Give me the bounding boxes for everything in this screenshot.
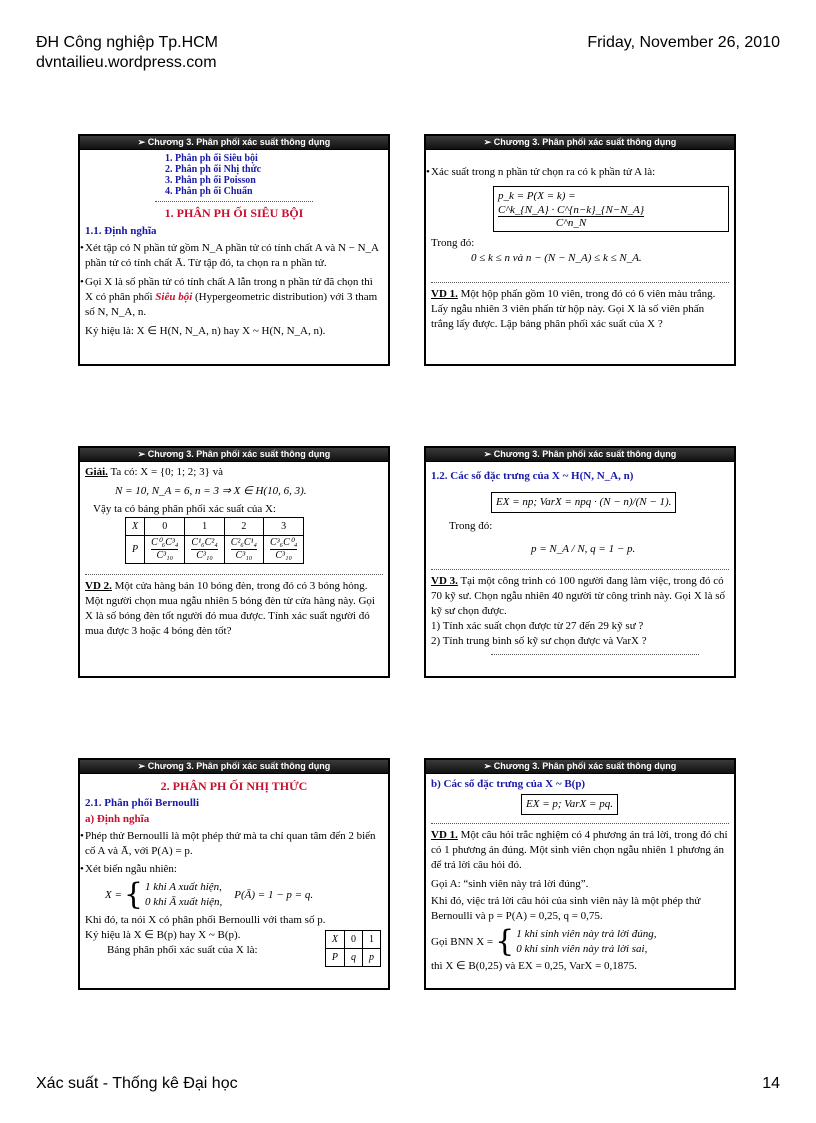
page-date: Friday, November 26, 2010: [587, 34, 780, 51]
chapter-bar: ➢ Chương 3. Phân phối xác suất thông dụng: [426, 448, 734, 462]
paragraph-row: [85, 928, 383, 963]
example-text: Một câu hỏi trắc nghiệm có 4 phương án trả lời, trong đó chỉ có 1 phương án đúng. Một sinh viên chọn ngẫu nhiên 1 phương án để trả lời câu hỏi đó.: [431, 829, 728, 871]
table-num: C¹₆C²₄: [191, 537, 218, 548]
text: (Hypergeometric distribution) với 3 tham số N, N_A, n.: [85, 291, 378, 318]
paragraph: • Phép thử Bernoulli là một phép thử mà ta chỉ quan tâm đến 2 biến cố A và Ā, với P(A) = p.: [85, 829, 383, 859]
footer-subject: Xác suất - Thống kê Đại học: [36, 1075, 238, 1092]
paragraph: Trong đó:: [431, 237, 475, 249]
table-cell: p: [363, 949, 381, 967]
slide-5: [78, 758, 390, 990]
case: 1 khi A xuất hiện,: [145, 881, 222, 893]
paragraph: N = 10, N_A = 6, n = 3 ⇒ X ∈ H(10, 6, 3).: [115, 485, 307, 497]
paragraph: Khi đó, việc trả lời câu hỏi của sinh viên này là một phép thử Bernoulli và p = P(A) = 0,25, q = 0,75.: [431, 895, 701, 922]
toc-item[interactable]: 1. Phân ph ối Siêu bội: [165, 153, 258, 164]
section-title: 2. PHÂN PH ỐI NHỊ THỨC: [160, 779, 308, 793]
example-text: Tại một công trình có 100 người đang làm việc, trong đó có 70 kỹ sư. Chọn ngẫu nhiên 40 người từ công trình này. Gọi X là số kỹ sư chọn được.: [431, 575, 725, 617]
table-header: X: [325, 931, 344, 949]
table-header: P: [325, 949, 344, 967]
question: 1) Tính xác suất chọn được từ 27 đến 29 kỹ sư ?: [431, 620, 644, 632]
paragraph: Trong đó:: [449, 520, 493, 532]
formula: p = N_A / N, q = 1 − p.: [531, 543, 636, 555]
table-cell: 0: [145, 518, 185, 536]
text: Gọi X là số phần tử có tính chất A lẫn trong n phần tử đã chọn thì X có phân phối: [85, 276, 373, 303]
table-cell: 1: [363, 931, 381, 949]
toc: [85, 153, 383, 197]
toc-item[interactable]: 2. Phân ph ối Nhị thức: [165, 164, 262, 175]
example: [431, 287, 729, 332]
table-cell: q: [345, 949, 363, 967]
bernoulli-table: [325, 930, 381, 967]
table-num: C³₆C⁰₄: [270, 537, 298, 548]
paragraph: Ký hiệu là X ∈ B(p) hay X ~ B(p).: [85, 929, 241, 941]
slide-6: [424, 758, 736, 990]
table-cell: 0: [345, 931, 363, 949]
site-url: dvntailieu.wordpress.com: [36, 54, 217, 71]
paragraph: • Xét biến ngẫu nhiên:: [85, 862, 383, 877]
formula-box: [491, 492, 729, 513]
paragraph: • Xác suất trong n phần tử chọn ra có k phần tử A là:: [431, 165, 729, 180]
formula: EX = np; VarX = npq · (N − n)/(N − 1).: [491, 492, 676, 513]
paragraph: Khi đó, ta nói X có phân phối Bernoulli với tham số p.: [85, 914, 326, 926]
text: Ta có: X = {0; 1; 2; 3} và: [110, 466, 224, 478]
paragraph: • Xét tập có N phần tử gồm N_A phần tử có tính chất A và N − N_A phần tử có tính chất Ā. Từ tập đó, ta chọn ra n phần tử.: [85, 241, 383, 271]
chapter-bar: ➢ Chương 3. Phân phối xác suất thông dụng: [80, 448, 388, 462]
condition: 0 ≤ k ≤ n và n − (N − N_A) ≤ k ≤ N_A.: [471, 252, 642, 264]
case: 0 khi Ā xuất hiện,: [145, 896, 223, 908]
chapter-bar: ➢ Chương 3. Phân phối xác suất thông dụng: [80, 760, 388, 774]
paragraph: Vậy ta có bảng phân phối xác suất của X:: [93, 503, 276, 515]
example: [431, 828, 729, 873]
solution: [85, 465, 383, 480]
table-num: C²₆C¹₄: [230, 537, 258, 548]
subsection-title: b) Các số đặc trưng của X ~ B(p): [431, 778, 586, 790]
piecewise: X = { 1 khi A xuất hiện, 0 khi Ā xuất hiện, P(Ā) = 1 − p = q.: [105, 877, 314, 912]
example-label: VD 2.: [85, 580, 112, 592]
solution-label: Giải.: [85, 466, 108, 478]
example: [431, 574, 729, 619]
question: 2) Tính trung bình số kỹ sư chọn được và VarX ?: [431, 635, 647, 647]
paragraph: [85, 275, 383, 320]
section-title: 1. PHÂN PH ỐI SIÊU BỘI: [164, 206, 304, 220]
table-den: C³₁₀: [275, 550, 292, 561]
school-name: ĐH Công nghiệp Tp.HCM: [36, 34, 219, 51]
page-number: 14: [762, 1075, 780, 1092]
paragraph: Gọi A: “sinh viên này trả lời đúng”.: [431, 878, 589, 890]
toc-item[interactable]: 4. Phân ph ối Chuẩn: [165, 186, 253, 197]
formula-box: [521, 794, 729, 815]
toc-item[interactable]: 3. Phân ph ối Poisson: [165, 175, 256, 186]
slide-2: [424, 134, 736, 366]
formula-den: C^n_N: [555, 217, 587, 229]
chapter-bar: ➢ Chương 3. Phân phối xác suất thông dụng: [426, 760, 734, 774]
distribution-table: [125, 517, 304, 564]
subsection-title: a) Định nghĩa: [85, 813, 150, 825]
bnn-label: Gọi BNN X =: [431, 935, 494, 948]
paragraph: Ký hiệu là: X ∈ H(N, N_A, n) hay X ~ H(N, N_A, n).: [85, 325, 326, 337]
formula-lhs: p_k = P(X = k) =: [498, 190, 576, 202]
subsection-title: 2.1. Phân phối Bernoulli: [85, 797, 200, 809]
example: [85, 579, 383, 639]
paragraph: Bảng phân phối xác suất của X là:: [107, 944, 258, 956]
piecewise: Gọi BNN X = { 1 khi sinh viên này trả lời đúng, 0 khi sinh viên này trả lời sai,: [431, 924, 657, 959]
example-text: Một cửa hàng bán 10 bóng đèn, trong đó có 3 bóng hỏng. Một người chọn mua ngẫu nhiên 5 bóng đèn từ cửa hàng này. Gọi X là số bóng đèn tốt người đó mua được. Tính xác suất người đó mua được 3 hoặc 4 bóng đèn tốt?: [85, 580, 375, 637]
table-cell: 2: [224, 518, 263, 536]
formula-box: [493, 186, 729, 232]
highlight: Siêu bội: [155, 291, 193, 303]
paragraph: thì X ∈ B(0,25) và EX = 0,25, VarX = 0,1875.: [431, 960, 638, 972]
table-den: C³₁₀: [235, 550, 253, 561]
formula: EX = p; VarX = pq.: [521, 794, 618, 815]
example-label: VD 1.: [431, 288, 458, 300]
example-label: VD 1.: [431, 829, 458, 841]
table-cell: 3: [264, 518, 304, 536]
table-den: C³₁₀: [196, 550, 213, 561]
example-label: VD 3.: [431, 575, 458, 587]
chapter-bar: ➢ Chương 3. Phân phối xác suất thông dụng: [426, 136, 734, 150]
slide-3: [78, 446, 390, 678]
example-text: Một hộp phấn gồm 10 viên, trong đó có 6 viên màu trắng. Lấy ngẫu nhiên 3 viên phấn từ hộp này. Gọi X là số viên phấn trắng lấy được. Lập bảng phân phối xác suất của X ?: [431, 288, 716, 330]
formula-num: C^k_{N_A} · C^{n−k}_{N−N_A}: [498, 204, 645, 216]
table-den: C³₁₀: [156, 550, 174, 561]
slide-1: [78, 134, 390, 366]
table-num: C⁰₆C³₄: [151, 537, 179, 548]
case: 1 khi sinh viên này trả lời đúng,: [516, 928, 657, 940]
table-cell: 1: [185, 518, 224, 536]
case: 0 khi sinh viên này trả lời sai,: [516, 943, 648, 955]
slide-4: [424, 446, 736, 678]
table-header: X: [126, 518, 145, 536]
formula: P(Ā) = 1 − p = q.: [234, 888, 314, 901]
subsection-title: 1.1. Định nghĩa: [85, 225, 157, 237]
chapter-bar: ➢ Chương 3. Phân phối xác suất thông dụng: [80, 136, 388, 150]
subsection-title: 1.2. Các số đặc trưng của X ~ H(N, N_A, n): [431, 470, 634, 482]
table-header: P: [126, 536, 145, 564]
